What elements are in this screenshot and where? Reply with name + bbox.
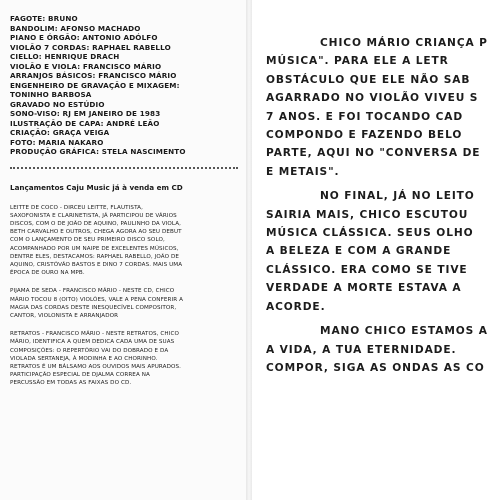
- album-text-line: PERCUSSÃO EM TODAS AS FAIXAS DO CD.: [10, 380, 132, 387]
- album-text-line: DENTRE ELES, DESTACAMOS: RAPHAEL RABELLO, JOÃO DE: [10, 253, 179, 260]
- text-line: A VIDA, A TUA ETERNIDADE.: [266, 343, 457, 356]
- text-line: AGARRADO NO VIOLÃO VIVEU S: [266, 92, 479, 105]
- album-text-line: ACOMPANHADO POR UM NAIPE DE EXCELENTES MÚSICOS,: [10, 245, 179, 252]
- text-line: ACORDE.: [266, 300, 326, 313]
- credit-line: TONINHO BARBOSA: [10, 90, 92, 99]
- credit-line: VIOLÃO 7 CORDAS: RAPHAEL RABELLO: [10, 42, 171, 52]
- credits-list: [10, 14, 238, 157]
- text-line: CHICO MÁRIO CRIANÇA P: [320, 37, 488, 49]
- text-line: OBSTÁCULO QUE ELE NÃO SAB: [266, 73, 471, 86]
- album-text-line: LEITTE DE COCO - DIRCEU LEITTE, FLAUTISTA,: [10, 204, 143, 211]
- releases-title: Lançamentos Caju Music já à venda em CD: [10, 182, 183, 192]
- credit-line: CIELLO: HENRIQUE DRACH: [10, 52, 120, 61]
- album-text-line: PIJAMA DE SEDA - FRANCISCO MÁRIO - NESTE CD, CHICO: [10, 288, 175, 295]
- album-text-line: CANTOR, VIOLONISTA E ARRANJADOR: [10, 312, 119, 319]
- credit-line: SONO-VISO: RJ EM JANEIRO DE 1983: [10, 109, 161, 118]
- credit-line: BANDOLIM: AFONSO MACHADO: [10, 23, 141, 33]
- album-text-line: BETH CARVALHO E OUTROS, CHEGA AGORA AO SEU DEBUT: [10, 229, 182, 236]
- left-page: [0, 0, 246, 500]
- album-entry-pijama-de-seda: [10, 287, 238, 320]
- text-line: PARTE, AQUI NO "CONVERSA DE: [266, 147, 481, 160]
- album-text-line: AQUINO, CRISTÓVÃO BASTOS E DINO 7 CORDAS. MAIS UMA: [10, 261, 183, 268]
- text-line: COMPONDO E FAZENDO BELO: [266, 129, 463, 142]
- text-line: VERDADE A MORTE ESTAVA A: [266, 282, 462, 295]
- text-line: MÚSICA CLÁSSICA. SEUS OLHO: [266, 227, 474, 240]
- album-text-line: SAXOFONISTA E CLARINETISTA, JÁ PARTICIPOU DE VÁRIOS: [10, 212, 177, 219]
- album-text-line: COM O LANÇAMENTO DE SEU PRIMEIRO DISCO SOLO,: [10, 237, 165, 244]
- text-line: 7 ANOS. E FOI TOCANDO CAD: [266, 110, 464, 123]
- main-text: [266, 34, 500, 377]
- text-line: NO FINAL, JÁ NO LEITO: [320, 190, 475, 203]
- album-text-line: VIOLADA SERTANEJA, À MODINHA E AO CHORINHO.: [10, 355, 158, 362]
- album-text-line: PARTICIPAÇÃO ESPECIAL DE DJALMA CORREA NA: [10, 372, 150, 379]
- credit-line: ARRANJOS BÁSICOS: FRANCISCO MÁRIO: [10, 71, 177, 80]
- album-entry-leitte-de-coco: [10, 204, 238, 278]
- text-line: A BELEZA E COM A GRANDE: [266, 245, 452, 258]
- text-line: COMPOR, SIGA AS ONDAS AS CO: [266, 361, 485, 374]
- credit-line: FAGOTE: BRUNO: [10, 14, 78, 23]
- credit-line: FOTO: MARIA NAKARO: [10, 137, 104, 147]
- album-text-line: COMPOSIÇÕES: O REPERTÓRIO VAI DO DOBRADO E DA: [10, 347, 169, 354]
- credit-line: VIOLÃO E VIOLA: FRANCISCO MÁRIO: [10, 61, 162, 71]
- album-text-line: MAGIA DAS CORDAS DESTE INESQUECÍVEL COMPOSITOR,: [10, 304, 177, 311]
- album-text-line: DISCOS, COM O DE JOÃO DE AQUINO, PAULINHO DA VIOLA,: [10, 220, 182, 227]
- dotted-divider: [10, 167, 238, 169]
- credit-line: ENGENHEIRO DE GRAVAÇÃO E MIXAGEM:: [10, 80, 180, 90]
- album-text-line: MÁRIO, IDENTIFICA A QUEM DEDICA CADA UMA DE SUAS: [10, 339, 175, 346]
- album-entry-retratos: [10, 330, 238, 387]
- credit-line: PIANO E ÓRGÃO: ANTONIO ADÓLFO: [10, 33, 158, 42]
- text-line: CLÁSSICO. ERA COMO SE TIVE: [266, 263, 468, 276]
- text-line: MANO CHICO ESTAMOS A: [320, 325, 488, 338]
- album-text-line: ÉPOCA DE OURO NA MPB.: [10, 270, 85, 277]
- credit-line: ILUSTRAÇÃO DE CAPA: ANDRÉ LEÃO: [10, 118, 160, 128]
- album-text-line: RETRATOS - FRANCISCO MÁRIO - NESTE RETRATOS, CHICO: [10, 331, 179, 338]
- text-line: E METAIS".: [266, 165, 340, 178]
- paragraph-2: [266, 187, 500, 316]
- credit-line: CRIAÇÃO: GRAÇA VEIGA: [10, 128, 110, 137]
- right-page: [252, 0, 500, 500]
- paragraph-1: [266, 34, 500, 181]
- credit-line: PRODUÇÃO GRÁFICA: STELA NASCIMENTO: [10, 147, 186, 156]
- album-text-line: RETRATOS É UM BÁLSAMO AOS OUVIDOS MAIS APURADOS.: [10, 363, 182, 370]
- album-text-line: MÁRIO TOCOU 8 (OITO) VIOLÕES, VALE A PENA CONFERIR A: [10, 296, 184, 303]
- text-line: SAIRIA MAIS, CHICO ESCUTOU: [266, 208, 469, 221]
- text-line: MÚSICA". PARA ELE A LETR: [266, 55, 449, 68]
- paragraph-3: [266, 322, 500, 377]
- credit-line: GRAVADO NO ESTÚDIO: [10, 99, 105, 109]
